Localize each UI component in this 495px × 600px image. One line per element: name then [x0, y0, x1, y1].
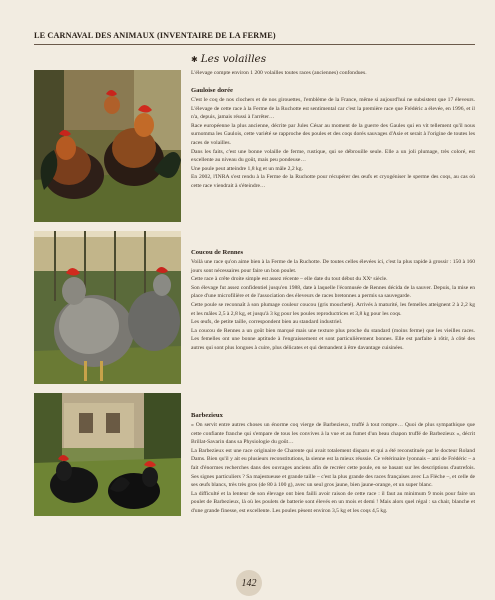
gauloise-photo-image	[34, 70, 181, 222]
paragraph: Son élevage fut assez confidentiel jusqu'en 1988, date à laquelle l'écomusée de Rennes décida de la sauver. Depuis, la mise en place d'une microfilière et de l'association des éleveurs de races bretonnes a permis sa sauvegarde.	[191, 284, 475, 300]
paragraph: Les œufs, de petite taille, correspondent bien au standard industriel.	[191, 319, 343, 326]
barbezieux-photo-image	[34, 393, 181, 516]
coucou-photo-image	[34, 231, 181, 384]
paragraph: Voilà une race qu'on aime bien à la Ferme de la Ruchotte. De toutes celles élevées ici, c'est la plus rapide à grossir : 150 à 160 jours sont nécessaires pour faire un bon poulet.	[191, 259, 475, 274]
paragraph: Cette poule se reconnaît à son plumage couleur coucou (gris moucheté). Arrivés à maturité, les femelles atteignent 2 à 2,2 kg et les mâles 2,5 à 2,8 kg, et jusqu'à 3 kg pour les poules reproductrices et 3,8 kg pour les coqs.	[191, 301, 475, 317]
paragraph: Cette race à crête droite simple est assez récente – elle date du tout début du XXᵉ siècle.	[191, 276, 388, 283]
paragraph: C'est le coq de nos clochers et de nos girouettes, l'emblème de la France, même si aujourd'hui ne subsistent que 17 éleveurs. L'élevage de cette race à la Ferme de la Ruchotte est sentimental car c'est la première race que Frédéric a élevée, en 1996, et il n'a, depuis, jamais réussi à l'arrêter…	[191, 97, 475, 121]
intro-text: L'élevage compte environ 1 200 volailles toutes races (anciennes) confondues.	[191, 70, 367, 76]
paragraph: « On servit entre autres choses un énorme coq vierge de Barbezieux, truffé à tout rompre… Quoi de plus sympathique que cette confiante franche qui s'empare de tous les convives à la vue et au fumet d'un beau chapon truffé de Barbezieux », décrit Brillat-Savarin dans sa Physiologie du goût…	[191, 422, 475, 446]
paragraph: La coucou de Rennes a un goût bien marqué mais une texture plus proche du standard (moins ferme) que les vieilles races. Les femelles ont une bonne aptitude à l'engraissement et sont particulièrement bonnes. Elle est parfaite à rôtir, à côté des autres qui sont plus longues à cuire, plus délicates et qui demandent à être davantage cuisinées.	[191, 327, 475, 351]
breed-title: Gauloise dorée	[191, 87, 233, 94]
breed-title: Barbezieux	[191, 412, 223, 419]
section-intro	[191, 69, 475, 78]
photo-barbezieux	[34, 393, 181, 516]
paragraph: Une poule peut atteindre 1,8 kg et un mâle 2,2 kg.	[191, 165, 304, 172]
header-divider	[34, 44, 475, 45]
breed-gauloise-doree	[191, 87, 475, 191]
breed-coucou-de-rennes	[191, 249, 475, 353]
breed-barbezieux	[191, 412, 475, 516]
photo-coucou-de-rennes	[34, 231, 181, 384]
section-heading	[191, 53, 475, 65]
page-number: 142	[236, 570, 262, 596]
section-title: Les volailles	[200, 53, 267, 65]
star-icon: ✱	[191, 55, 198, 64]
paragraph: Dans les faits, c'est une bonne volaille de ferme, rustique, qui se débrouille seule. Elle a un joli plumage, très coloré, est excellente au niveau du goût, mais peu pondeuse…	[191, 148, 475, 164]
paragraph: La Barbezieux est une race originaire de Charente qui avait totalement disparu et qui a été reconstituée par le docteur Roland Dams. Bien qu'il y ait eu plusieurs reconstitutions, la sienne est la mieux réussie. Ce vétérinaire lyonnais – ami de Frédéric – a fait d'énormes recherches dans des ouvrages anciens afin de recréer cette poule, en se basant sur les descriptions d'autrefois. Ses signes particuliers ? Sa majestueuse et grande taille – c'est la plus grande des races françaises avec La Flèche –, et celle de ses œufs blancs, très très gros (de 80 à 100 g), avec un seul gros jaune, bien jaune-orange, et un super blanc.	[191, 447, 475, 489]
chapter-title: LE CARNAVAL DES ANIMAUX (INVENTAIRE DE LA FERME)	[34, 31, 276, 40]
paragraph: La difficulté et la lenteur de son élevage ont bien failli avoir raison de cette race : il faut au minimum 9 mois pour faire un poulet de Barbezieux, là où les poulets de batterie sont élevés en un mois et demi ! Mais alors quel régal : sa chair, blanche et d'une grande finesse, est excellente. Les poules pèsent environ 3,5 kg et les coqs 4,5 kg.	[191, 490, 475, 514]
photo-gauloise-doree	[34, 70, 181, 222]
paragraph: En 2002, l'INRA s'est rendu à la Ferme de la Ruchotte pour récupérer des œufs et cryogéniser le sperme des coqs, au cas où cette race viendrait à s'éteindre…	[191, 174, 475, 189]
breed-title: Coucou de Rennes	[191, 249, 244, 256]
paragraph: Race européenne la plus ancienne, décrite par Jules César au moment de la guerre des Gaules qui en vit tellement qu'il nous surnomma les Gaulois, cette variété se rapproche des poules et des coqs dorés sauvages d'Asie et serait à l'origine de toutes les races de volailles.	[191, 122, 475, 146]
